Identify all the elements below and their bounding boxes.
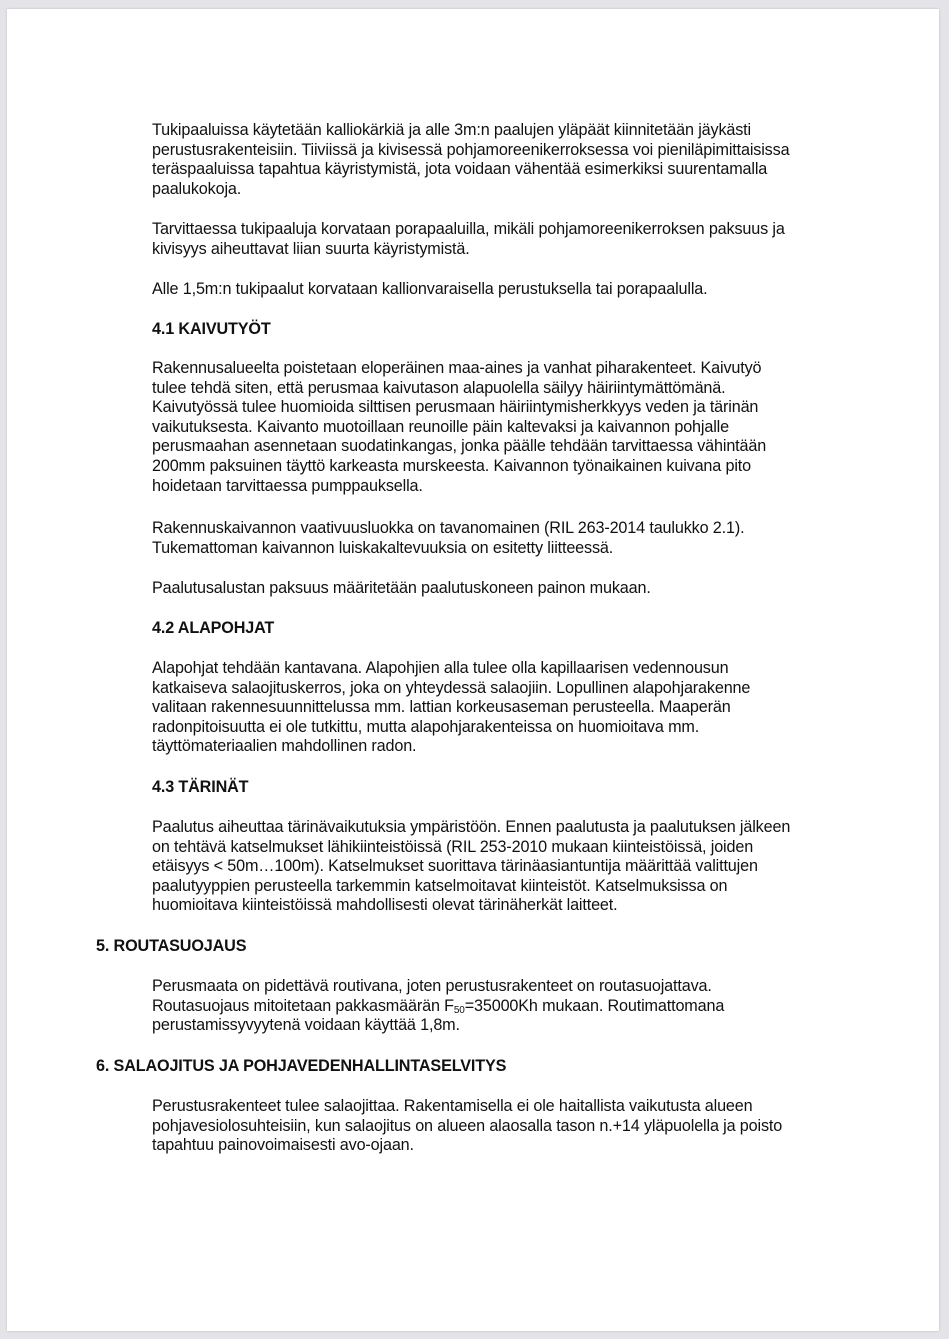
heading-6-salaojitus: 6. SALAOJITUS JA POHJAVEDENHALLINTASELVITYS [96,1057,507,1075]
text-line: Paalutus aiheuttaa tärinävaikutuksia ympäristöön. Ennen paalutusta ja paalutuksen jälkeen [152,818,791,836]
paragraph-kaivutyot [152,359,872,496]
document-page [7,9,939,1331]
heading-4-3-tarinat: 4.3 TÄRINÄT [152,778,249,796]
paragraph-routasuojaus [152,977,872,1036]
paragraph-alapohjat [152,659,872,757]
heading-5-routasuojaus: 5. ROUTASUOJAUS [96,937,247,955]
text-line: radonpitoisuutta ei ole tutkittu, mutta alapohjarakenteissa on huomioitava mm. [152,717,700,736]
text-line: perustamissyvyytenä voidaan käyttää 1,8m. [152,1016,460,1035]
text-line: Kaivutyössä tulee huomioida silttisen perusmaan häiriintymisherkkyys veden ja tärinän [152,398,759,417]
text-line: Paalutusalustan paksuus määritetään paalutuskoneen painon mukaan. [152,579,651,597]
paragraph-porapaalut [152,220,872,259]
text-line: kivisyys aiheuttavat liian suurta käyristymistä. [152,239,470,258]
text-line: Rakennuskaivannon vaativuusluokka on tavanomainen (RIL 263-2014 taulukko 2.1). [152,519,745,537]
subscript-50: 50 [453,1004,465,1016]
paragraph-tukipaalut [152,121,872,199]
text-line: perusmaahan asennetaan suodatinkangas, jonka päälle tehdään tarvittaessa vähintään [152,437,767,456]
heading-4-1-kaivutyot: 4.1 KAIVUTYÖT [152,320,271,338]
text-line: vaikutuksesta. Kaivanto muotoillaan reunoille päin kaltevaksi ja kaivannon pohjalle [152,417,729,436]
text-line: 200mm paksuinen täyttö karkeasta murskeesta. Kaivannon työnaikainen kuivana pito [152,456,751,475]
text-line: on tehtävä katselmukset lähikiinteistöissä (RIL 253-2010 mukaan kiinteistöissä, joiden [152,837,754,856]
paragraph-salaojitus [152,1097,872,1156]
text-line: paalutyyppien perusteella tarkemmin katselmoitavat kiinteistöt. Katselmuksissa on [152,876,728,895]
text-line: Rakennusalueelta poistetaan eloperäinen maa-aines ja vanhat piharakenteet. Kaivutyö [152,359,762,377]
text-line: Alapohjat tehdään kantavana. Alapohjien alla tulee olla kapillaarisen vedennousun [152,659,729,677]
text-line: valitaan rakennesuunnittelussa mm. lattian korkeusaseman perusteella. Maaperän [152,698,731,717]
text-line: perustusrakenteisiin. Tiiviissä ja kivisessä pohjamoreenikerroksessa voi pieniläpimittaisissa [152,140,790,159]
text-fragment: =35000Kh mukaan. Routimattomana [464,996,725,1015]
text-line: Perustusrakenteet tulee salaojittaa. Rakentamisella ei ole haitallista vaikutusta alueen [152,1097,753,1115]
paragraph-paalutusalusta [152,579,872,599]
paragraph-vaativuusluokka [152,519,872,558]
text-line: Tarvittaessa tukipaaluja korvataan porapaaluilla, mikäli pohjamoreenikerroksen paksuus ja [152,220,785,238]
text-line: Alle 1,5m:n tukipaalut korvataan kallionvaraisella perustuksella tai porapaalulla. [152,280,708,298]
text-line: paalukokoja. [152,179,242,198]
heading-4-2-alapohjat: 4.2 ALAPOHJAT [152,619,275,637]
text-line: tapahtuu painovoimaisesti avo-ojaan. [152,1136,414,1155]
text-line: Tukipaaluissa käytetään kalliokärkiä ja alle 3m:n paalujen yläpäät kiinnitetään jäykästi [152,121,751,139]
text-line: täyttömateriaalien mahdollinen radon. [152,737,417,756]
text-line: katkaiseva salaojituskerros, joka on yhteydessä salaojiin. Lopullinen alapohjarakenne [152,678,751,697]
text-line: hoidetaan tarvittaessa pumppauksella. [152,476,423,495]
text-line: tulee tehdä siten, että perusmaa kaivutason alapuolella säilyy häiriintymättömänä. [152,378,726,397]
paragraph-kallionvarainen [152,280,872,300]
text-line: etäisyys < 50m…100m). Katselmukset suorittava tärinäasiantuntija määrittää valittujen [152,857,758,876]
text-fragment: Routasuojaus mitoitetaan pakkasmäärän F [152,996,454,1015]
paragraph-tarinat [152,818,872,916]
text-line: pohjavesiolosuhteisiin, kun salaojitus on alueen alaosalla tason n.+14 yläpuolella ja poisto [152,1116,783,1135]
text-line: teräspaaluissa tapahtua käyristymistä, jota voidaan vähentää esimerkiksi suurentamalla [152,160,768,179]
text-line: Tukemattoman kaivannon luiskakaltevuuksia on esitetty liitteessä. [152,538,614,557]
text-line: Perusmaata on pidettävä routivana, joten perustusrakenteet on routasuojattava. [152,977,712,995]
text-line [152,997,872,1017]
text-line: huomioitava kiinteistöissä mahdollisesti olevat tärinäherkät laitteet. [152,896,618,915]
